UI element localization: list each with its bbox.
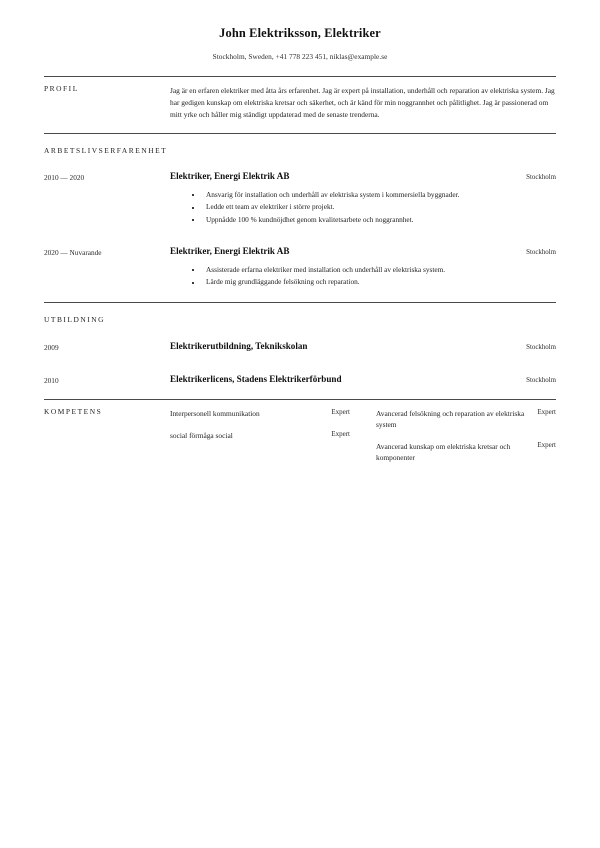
entry-location: Stockholm — [526, 343, 556, 351]
list-item: Ansvarig för installation och underhåll av elektriska system i kommersiella byggnader. — [192, 189, 556, 202]
section-title-experience: ARBETSLIVSERFARENHET — [44, 145, 168, 155]
education-entry — [44, 341, 556, 352]
entry-location: Stockholm — [526, 174, 556, 182]
section-profile — [44, 76, 556, 133]
skill-level: Expert — [537, 441, 556, 450]
skill-name: Interpersonell kommunikation — [170, 408, 260, 418]
profile-content-column — [170, 77, 556, 133]
skill-row — [376, 441, 556, 463]
entry-main — [170, 374, 556, 385]
experience-entry — [44, 171, 556, 226]
entry-main — [170, 171, 556, 226]
education-entry — [44, 374, 556, 385]
list-item: Assisterade erfarna elektriker med installation och underhåll av elektriska system. — [192, 264, 556, 277]
entry-title: Elektrikerlicens, Stadens Elektrikerförbund — [170, 374, 342, 385]
entry-title: Elektriker, Energi Elektrik AB — [170, 246, 290, 257]
section-title-skills: KOMPETENS — [44, 406, 103, 416]
skill-level: Expert — [331, 430, 350, 439]
entry-main — [170, 341, 556, 352]
skill-name: social förmåga social — [170, 430, 233, 440]
skills-grid — [170, 408, 556, 490]
skill-row — [170, 408, 350, 419]
skills-content-column — [170, 400, 556, 490]
profile-label-column — [44, 77, 170, 94]
skill-name: Avancerad felsökning och reparation av elektriska system — [376, 408, 525, 429]
section-skills — [44, 399, 556, 490]
entry-date: 2010 — 2020 — [44, 173, 85, 183]
entry-date: 2020 — Nuvarande — [44, 248, 102, 258]
list-item: Lärde mig grundläggande felsökning och reparation. — [192, 276, 556, 289]
skill-level: Expert — [537, 408, 556, 417]
list-item: Uppnådde 100 % kundnöjdhet genom kvalitetsarbete och noggrannhet. — [192, 214, 556, 227]
list-item: Ledde ett team av elektriker i större projekt. — [192, 201, 556, 214]
entry-title: Elektriker, Energi Elektrik AB — [170, 171, 290, 182]
section-title-education: UTBILDNING — [44, 314, 106, 324]
skills-label-column — [44, 400, 170, 417]
entry-bullet-list — [170, 264, 556, 289]
entry-location: Stockholm — [526, 249, 556, 257]
skills-column-right — [376, 408, 556, 474]
entry-main — [170, 246, 556, 288]
resume-header — [44, 26, 556, 62]
skills-column-left — [170, 408, 350, 474]
contact-line: Stockholm, Sweden, +41 778 223 451, niklas@example.se — [212, 51, 388, 61]
entry-date: 2009 — [44, 342, 59, 352]
section-experience — [44, 133, 556, 302]
entry-date: 2010 — [44, 376, 59, 386]
entry-location: Stockholm — [526, 377, 556, 385]
profile-text: Jag är en erfaren elektriker med åtta års erfarenhet. Jag är expert på installation, underhåll och reparation av elektriska system. Jag har gedigen kunskap om elektriska kretsar och säkerhet, och är känd för min noggrannhet och pålitlighet. Jag är passionerad om mitt yrke och håller mig ständigt uppdaterad med de senaste trenderna. — [170, 85, 555, 119]
experience-entry — [44, 246, 556, 288]
skill-row — [170, 430, 350, 441]
skill-row — [376, 408, 556, 430]
page-title: John Elektriksson, Elektriker — [219, 26, 381, 40]
section-education — [44, 302, 556, 399]
entry-bullet-list — [170, 189, 556, 227]
section-title-profile: PROFIL — [44, 83, 79, 93]
skill-name: Avancerad kunskap om elektriska kretsar och komponenter — [376, 441, 511, 463]
skill-level: Expert — [331, 408, 350, 417]
entry-title: Elektrikerutbildning, Teknikskolan — [170, 340, 308, 351]
